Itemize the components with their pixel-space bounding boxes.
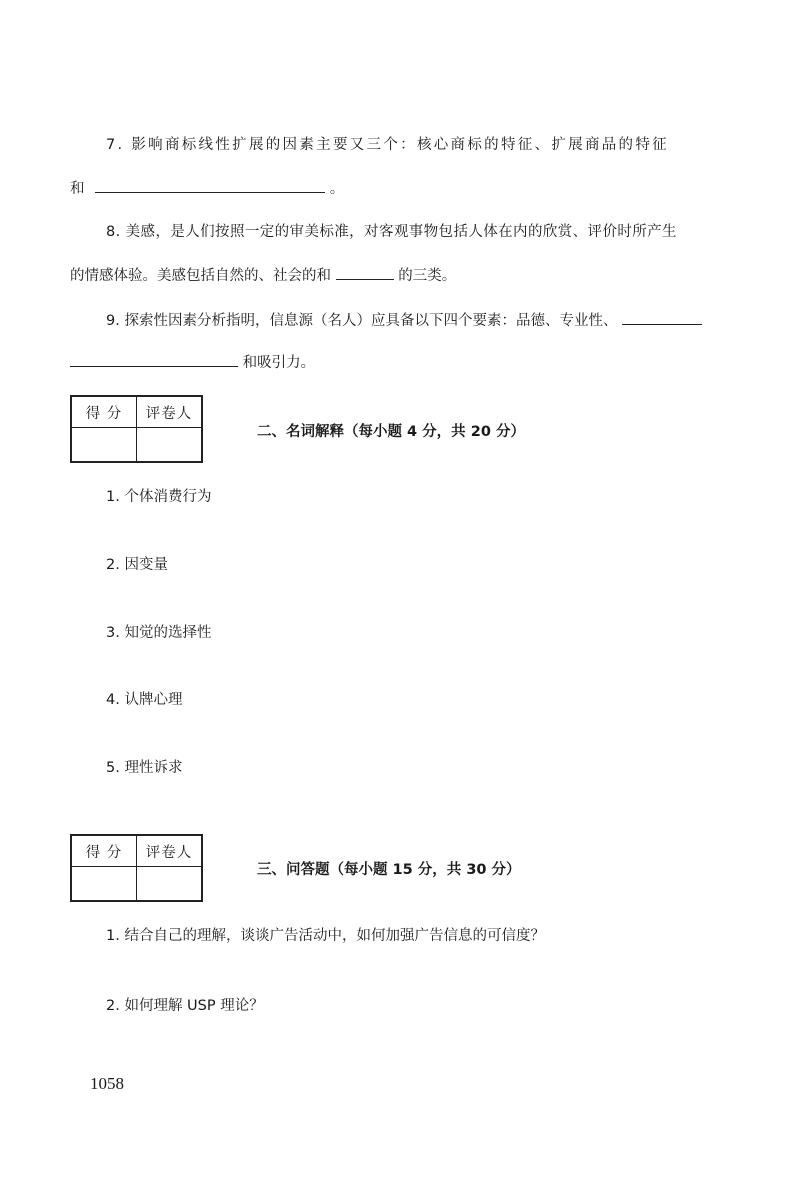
q9-text: 9. 探索性因素分析指明，信息源（名人）应具备以下四个要素：品德、专业性、 bbox=[106, 313, 618, 329]
q7-line2 bbox=[70, 178, 344, 199]
q9-line2 bbox=[70, 352, 315, 373]
q9-answer-blank-2[interactable] bbox=[70, 352, 238, 367]
score-table-section2 bbox=[70, 395, 203, 463]
page-number: 1058 bbox=[90, 1074, 124, 1093]
q9-line1 bbox=[106, 310, 702, 331]
section2-item-1: 1. 个体消费行为 bbox=[106, 489, 212, 505]
section2-item-5: 5. 理性诉求 bbox=[106, 760, 183, 776]
q8-line2 bbox=[70, 265, 456, 286]
q9-answer-blank-1[interactable] bbox=[622, 310, 702, 325]
grader-label: 评卷人 bbox=[137, 835, 203, 867]
grader-cell[interactable] bbox=[137, 428, 203, 463]
section2-item-4: 4. 认牌心理 bbox=[106, 692, 183, 708]
grader-label: 评卷人 bbox=[137, 396, 203, 428]
section2-item-3: 3. 知觉的选择性 bbox=[106, 625, 212, 641]
section2-item-2: 2. 因变量 bbox=[106, 557, 168, 573]
q8-line1: 8. 美感，是人们按照一定的审美标准，对客观事物包括人体在内的欣赏、评价时所产生 bbox=[106, 224, 677, 240]
section3-title: 三、问答题（每小题 15 分，共 30 分） bbox=[257, 862, 521, 878]
grader-cell[interactable] bbox=[137, 867, 203, 902]
q7-line1: 7. 影响商标线性扩展的因素主要又三个：核心商标的特征、扩展商品的特征 bbox=[106, 137, 669, 153]
score-cell[interactable] bbox=[71, 428, 137, 463]
section3-item-1: 1. 结合自己的理解，谈谈广告活动中，如何加强广告信息的可信度？ bbox=[106, 928, 545, 944]
score-label: 得 分 bbox=[71, 396, 137, 428]
q9-suffix: 和吸引力。 bbox=[242, 355, 316, 371]
q7-prefix: 和 bbox=[70, 181, 85, 197]
score-label: 得 分 bbox=[71, 835, 137, 867]
q8-answer-blank[interactable] bbox=[336, 265, 394, 280]
q7-suffix: 。 bbox=[329, 181, 345, 197]
section2-title: 二、名词解释（每小题 4 分，共 20 分） bbox=[257, 424, 525, 440]
q8-prefix: 的情感体验。美感包括自然的、社会的和 bbox=[70, 268, 331, 284]
q7-answer-blank[interactable] bbox=[95, 178, 325, 193]
q8-suffix: 的三类。 bbox=[398, 268, 457, 284]
score-table-section3 bbox=[70, 834, 203, 902]
section3-item-2: 2. 如何理解 USP 理论？ bbox=[106, 998, 264, 1014]
score-cell[interactable] bbox=[71, 867, 137, 902]
